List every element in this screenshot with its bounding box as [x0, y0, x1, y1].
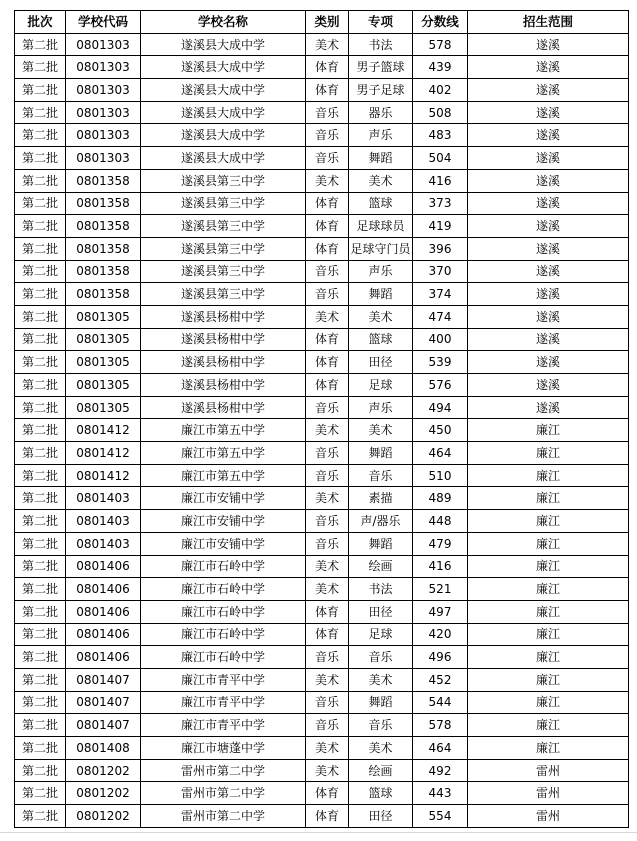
table-header-row: [15, 11, 629, 34]
cell-enrollment-area: 遂溪: [468, 147, 629, 170]
admission-score-table: [14, 10, 629, 828]
table-row: [15, 237, 629, 260]
cell-category: 音乐: [306, 510, 349, 533]
cell-score-line: 510: [413, 464, 468, 487]
table-row: [15, 328, 629, 351]
cell-school-code: 0801358: [66, 192, 141, 215]
cell-score-line: 554: [413, 805, 468, 828]
cell-category: 体育: [306, 600, 349, 623]
cell-enrollment-area: 廉江: [468, 691, 629, 714]
cell-enrollment-area: 遂溪: [468, 124, 629, 147]
cell-enrollment-area: 遂溪: [468, 215, 629, 238]
cell-specialty: 美术: [349, 668, 413, 691]
cell-school-code: 0801407: [66, 668, 141, 691]
table-row: [15, 578, 629, 601]
cell-score-line: 400: [413, 328, 468, 351]
cell-batch: 第二批: [15, 578, 66, 601]
cell-score-line: 539: [413, 351, 468, 374]
table-row: [15, 646, 629, 669]
cell-school-code: 0801303: [66, 147, 141, 170]
cell-batch: 第二批: [15, 192, 66, 215]
cell-school-name: 廉江市塘蓬中学: [141, 737, 306, 760]
cell-school-name: 遂溪县杨柑中学: [141, 351, 306, 374]
page-bottom-divider: [0, 832, 637, 833]
cell-school-code: 0801403: [66, 487, 141, 510]
cell-batch: 第二批: [15, 419, 66, 442]
cell-specialty: 田径: [349, 600, 413, 623]
cell-batch: 第二批: [15, 532, 66, 555]
cell-enrollment-area: 遂溪: [468, 374, 629, 397]
cell-school-name: 遂溪县杨柑中学: [141, 374, 306, 397]
cell-score-line: 374: [413, 283, 468, 306]
cell-batch: 第二批: [15, 737, 66, 760]
cell-specialty: 美术: [349, 305, 413, 328]
cell-score-line: 578: [413, 33, 468, 56]
cell-batch: 第二批: [15, 487, 66, 510]
table-row: [15, 714, 629, 737]
cell-score-line: 483: [413, 124, 468, 147]
cell-school-name: 遂溪县大成中学: [141, 56, 306, 79]
header-school-code: 学校代码: [66, 11, 141, 34]
cell-school-code: 0801406: [66, 623, 141, 646]
table-row: [15, 147, 629, 170]
cell-school-code: 0801303: [66, 79, 141, 102]
cell-school-code: 0801407: [66, 691, 141, 714]
cell-batch: 第二批: [15, 555, 66, 578]
cell-score-line: 521: [413, 578, 468, 601]
cell-specialty: 声乐: [349, 396, 413, 419]
cell-enrollment-area: 遂溪: [468, 101, 629, 124]
cell-batch: 第二批: [15, 396, 66, 419]
cell-school-code: 0801406: [66, 600, 141, 623]
cell-category: 美术: [306, 737, 349, 760]
cell-score-line: 370: [413, 260, 468, 283]
cell-enrollment-area: 遂溪: [468, 260, 629, 283]
header-school-name: 学校名称: [141, 11, 306, 34]
cell-specialty: 音乐: [349, 646, 413, 669]
cell-specialty: 舞蹈: [349, 532, 413, 555]
cell-score-line: 464: [413, 442, 468, 465]
cell-enrollment-area: 廉江: [468, 442, 629, 465]
table-row: [15, 396, 629, 419]
cell-category: 美术: [306, 578, 349, 601]
cell-school-code: 0801305: [66, 328, 141, 351]
cell-school-code: 0801412: [66, 419, 141, 442]
cell-enrollment-area: 廉江: [468, 555, 629, 578]
cell-enrollment-area: 遂溪: [468, 283, 629, 306]
cell-specialty: 田径: [349, 351, 413, 374]
cell-school-code: 0801358: [66, 169, 141, 192]
table-row: [15, 419, 629, 442]
cell-school-name: 廉江市第五中学: [141, 442, 306, 465]
cell-specialty: 声乐: [349, 124, 413, 147]
cell-score-line: 578: [413, 714, 468, 737]
cell-enrollment-area: 雷州: [468, 805, 629, 828]
cell-score-line: 489: [413, 487, 468, 510]
cell-enrollment-area: 廉江: [468, 510, 629, 533]
cell-specialty: 男子篮球: [349, 56, 413, 79]
table-row: [15, 600, 629, 623]
cell-specialty: 舞蹈: [349, 283, 413, 306]
cell-school-name: 廉江市安铺中学: [141, 487, 306, 510]
table-row: [15, 555, 629, 578]
cell-batch: 第二批: [15, 56, 66, 79]
cell-category: 音乐: [306, 532, 349, 555]
table-row: [15, 487, 629, 510]
cell-school-name: 遂溪县大成中学: [141, 124, 306, 147]
cell-batch: 第二批: [15, 759, 66, 782]
cell-school-name: 遂溪县大成中学: [141, 101, 306, 124]
cell-school-code: 0801412: [66, 464, 141, 487]
cell-specialty: 舞蹈: [349, 442, 413, 465]
cell-category: 体育: [306, 215, 349, 238]
cell-specialty: 美术: [349, 169, 413, 192]
cell-enrollment-area: 遂溪: [468, 351, 629, 374]
cell-specialty: 绘画: [349, 759, 413, 782]
header-enrollment-area: 招生范围: [468, 11, 629, 34]
cell-school-name: 遂溪县杨柑中学: [141, 328, 306, 351]
cell-school-name: 遂溪县第三中学: [141, 237, 306, 260]
cell-category: 音乐: [306, 260, 349, 283]
cell-category: 美术: [306, 305, 349, 328]
cell-enrollment-area: 遂溪: [468, 305, 629, 328]
cell-category: 体育: [306, 192, 349, 215]
cell-batch: 第二批: [15, 283, 66, 306]
cell-batch: 第二批: [15, 260, 66, 283]
cell-batch: 第二批: [15, 646, 66, 669]
cell-school-name: 雷州市第二中学: [141, 805, 306, 828]
table-row: [15, 351, 629, 374]
cell-school-name: 廉江市石岭中学: [141, 600, 306, 623]
header-score-line: 分数线: [413, 11, 468, 34]
cell-specialty: 书法: [349, 33, 413, 56]
cell-batch: 第二批: [15, 328, 66, 351]
cell-school-name: 遂溪县大成中学: [141, 33, 306, 56]
cell-enrollment-area: 遂溪: [468, 237, 629, 260]
cell-enrollment-area: 遂溪: [468, 33, 629, 56]
table-row: [15, 691, 629, 714]
cell-school-name: 廉江市青平中学: [141, 668, 306, 691]
cell-school-code: 0801303: [66, 56, 141, 79]
cell-score-line: 576: [413, 374, 468, 397]
cell-enrollment-area: 遂溪: [468, 169, 629, 192]
table-row: [15, 192, 629, 215]
cell-score-line: 492: [413, 759, 468, 782]
cell-score-line: 419: [413, 215, 468, 238]
cell-category: 体育: [306, 623, 349, 646]
cell-batch: 第二批: [15, 33, 66, 56]
cell-category: 美术: [306, 555, 349, 578]
cell-category: 美术: [306, 33, 349, 56]
cell-score-line: 474: [413, 305, 468, 328]
cell-school-name: 廉江市石岭中学: [141, 623, 306, 646]
cell-school-name: 廉江市石岭中学: [141, 578, 306, 601]
cell-specialty: 足球守门员: [349, 237, 413, 260]
table-row: [15, 101, 629, 124]
cell-school-name: 廉江市青平中学: [141, 691, 306, 714]
cell-score-line: 420: [413, 623, 468, 646]
table-row: [15, 305, 629, 328]
cell-batch: 第二批: [15, 600, 66, 623]
cell-school-name: 廉江市安铺中学: [141, 532, 306, 555]
cell-school-name: 遂溪县大成中学: [141, 79, 306, 102]
table-row: [15, 737, 629, 760]
cell-batch: 第二批: [15, 79, 66, 102]
cell-school-code: 0801305: [66, 396, 141, 419]
cell-school-code: 0801406: [66, 555, 141, 578]
cell-score-line: 494: [413, 396, 468, 419]
cell-school-name: 廉江市石岭中学: [141, 646, 306, 669]
cell-enrollment-area: 遂溪: [468, 79, 629, 102]
cell-score-line: 396: [413, 237, 468, 260]
cell-school-code: 0801358: [66, 283, 141, 306]
cell-enrollment-area: 遂溪: [468, 328, 629, 351]
cell-school-name: 雷州市第二中学: [141, 782, 306, 805]
table-row: [15, 623, 629, 646]
cell-specialty: 田径: [349, 805, 413, 828]
cell-score-line: 416: [413, 169, 468, 192]
cell-score-line: 448: [413, 510, 468, 533]
cell-category: 体育: [306, 237, 349, 260]
cell-school-code: 0801202: [66, 805, 141, 828]
table-row: [15, 79, 629, 102]
cell-score-line: 508: [413, 101, 468, 124]
table-row: [15, 668, 629, 691]
cell-score-line: 416: [413, 555, 468, 578]
cell-school-code: 0801407: [66, 714, 141, 737]
cell-batch: 第二批: [15, 623, 66, 646]
cell-category: 音乐: [306, 283, 349, 306]
cell-enrollment-area: 廉江: [468, 487, 629, 510]
cell-batch: 第二批: [15, 124, 66, 147]
cell-specialty: 音乐: [349, 464, 413, 487]
cell-school-code: 0801403: [66, 510, 141, 533]
table-row: [15, 124, 629, 147]
header-batch: 批次: [15, 11, 66, 34]
cell-school-name: 遂溪县第三中学: [141, 169, 306, 192]
cell-category: 体育: [306, 351, 349, 374]
cell-batch: 第二批: [15, 305, 66, 328]
cell-category: 体育: [306, 782, 349, 805]
table-row: [15, 464, 629, 487]
table-body: [15, 33, 629, 827]
table-row: [15, 442, 629, 465]
cell-enrollment-area: 廉江: [468, 464, 629, 487]
cell-category: 体育: [306, 56, 349, 79]
cell-score-line: 497: [413, 600, 468, 623]
cell-specialty: 书法: [349, 578, 413, 601]
cell-enrollment-area: 廉江: [468, 600, 629, 623]
header-specialty: 专项: [349, 11, 413, 34]
cell-school-name: 遂溪县第三中学: [141, 192, 306, 215]
cell-specialty: 声/器乐: [349, 510, 413, 533]
cell-specialty: 音乐: [349, 714, 413, 737]
cell-category: 美术: [306, 487, 349, 510]
cell-enrollment-area: 遂溪: [468, 56, 629, 79]
cell-category: 美术: [306, 759, 349, 782]
cell-score-line: 504: [413, 147, 468, 170]
cell-school-code: 0801303: [66, 33, 141, 56]
cell-school-code: 0801202: [66, 782, 141, 805]
cell-school-name: 遂溪县第三中学: [141, 215, 306, 238]
cell-school-name: 廉江市石岭中学: [141, 555, 306, 578]
cell-batch: 第二批: [15, 668, 66, 691]
cell-category: 体育: [306, 374, 349, 397]
cell-enrollment-area: 廉江: [468, 646, 629, 669]
cell-batch: 第二批: [15, 691, 66, 714]
cell-score-line: 479: [413, 532, 468, 555]
cell-school-name: 遂溪县大成中学: [141, 147, 306, 170]
cell-school-name: 廉江市青平中学: [141, 714, 306, 737]
table-row: [15, 805, 629, 828]
table-row: [15, 215, 629, 238]
cell-school-code: 0801303: [66, 124, 141, 147]
cell-school-code: 0801303: [66, 101, 141, 124]
cell-school-code: 0801305: [66, 305, 141, 328]
cell-category: 音乐: [306, 442, 349, 465]
cell-school-code: 0801305: [66, 351, 141, 374]
cell-specialty: 篮球: [349, 782, 413, 805]
cell-score-line: 373: [413, 192, 468, 215]
cell-batch: 第二批: [15, 782, 66, 805]
cell-batch: 第二批: [15, 237, 66, 260]
cell-specialty: 舞蹈: [349, 147, 413, 170]
cell-category: 音乐: [306, 124, 349, 147]
cell-category: 音乐: [306, 101, 349, 124]
cell-score-line: 450: [413, 419, 468, 442]
cell-specialty: 声乐: [349, 260, 413, 283]
cell-score-line: 464: [413, 737, 468, 760]
cell-enrollment-area: 廉江: [468, 623, 629, 646]
cell-school-name: 遂溪县第三中学: [141, 283, 306, 306]
cell-school-name: 廉江市安铺中学: [141, 510, 306, 533]
table-row: [15, 374, 629, 397]
table-row: [15, 169, 629, 192]
cell-batch: 第二批: [15, 169, 66, 192]
cell-category: 体育: [306, 805, 349, 828]
cell-school-code: 0801412: [66, 442, 141, 465]
cell-school-name: 遂溪县第三中学: [141, 260, 306, 283]
cell-batch: 第二批: [15, 351, 66, 374]
cell-category: 体育: [306, 79, 349, 102]
cell-school-name: 雷州市第二中学: [141, 759, 306, 782]
cell-batch: 第二批: [15, 714, 66, 737]
cell-enrollment-area: 遂溪: [468, 192, 629, 215]
table-row: [15, 759, 629, 782]
cell-category: 音乐: [306, 396, 349, 419]
admissions-sheet: [14, 10, 628, 828]
cell-enrollment-area: 廉江: [468, 578, 629, 601]
cell-batch: 第二批: [15, 147, 66, 170]
table-row: [15, 283, 629, 306]
cell-batch: 第二批: [15, 215, 66, 238]
cell-specialty: 器乐: [349, 101, 413, 124]
cell-specialty: 足球球员: [349, 215, 413, 238]
cell-score-line: 452: [413, 668, 468, 691]
cell-specialty: 足球: [349, 623, 413, 646]
cell-batch: 第二批: [15, 464, 66, 487]
cell-enrollment-area: 雷州: [468, 759, 629, 782]
cell-enrollment-area: 廉江: [468, 737, 629, 760]
cell-enrollment-area: 廉江: [468, 532, 629, 555]
cell-score-line: 439: [413, 56, 468, 79]
header-category: 类别: [306, 11, 349, 34]
cell-specialty: 素描: [349, 487, 413, 510]
cell-enrollment-area: 遂溪: [468, 396, 629, 419]
cell-specialty: 篮球: [349, 192, 413, 215]
cell-specialty: 足球: [349, 374, 413, 397]
cell-score-line: 443: [413, 782, 468, 805]
cell-batch: 第二批: [15, 374, 66, 397]
cell-category: 音乐: [306, 464, 349, 487]
cell-school-code: 0801358: [66, 260, 141, 283]
cell-batch: 第二批: [15, 510, 66, 533]
cell-enrollment-area: 雷州: [468, 782, 629, 805]
cell-batch: 第二批: [15, 442, 66, 465]
table-row: [15, 782, 629, 805]
table-row: [15, 56, 629, 79]
table-row: [15, 33, 629, 56]
cell-school-code: 0801408: [66, 737, 141, 760]
cell-school-code: 0801406: [66, 646, 141, 669]
table-row: [15, 532, 629, 555]
cell-school-code: 0801358: [66, 215, 141, 238]
cell-specialty: 舞蹈: [349, 691, 413, 714]
cell-score-line: 496: [413, 646, 468, 669]
cell-category: 音乐: [306, 646, 349, 669]
cell-enrollment-area: 廉江: [468, 419, 629, 442]
cell-batch: 第二批: [15, 805, 66, 828]
cell-school-code: 0801305: [66, 374, 141, 397]
cell-school-name: 遂溪县杨柑中学: [141, 396, 306, 419]
cell-school-name: 遂溪县杨柑中学: [141, 305, 306, 328]
cell-score-line: 544: [413, 691, 468, 714]
table-row: [15, 510, 629, 533]
cell-school-code: 0801358: [66, 237, 141, 260]
table-row: [15, 260, 629, 283]
cell-enrollment-area: 廉江: [468, 714, 629, 737]
cell-school-name: 廉江市第五中学: [141, 464, 306, 487]
cell-specialty: 绘画: [349, 555, 413, 578]
cell-school-code: 0801202: [66, 759, 141, 782]
cell-specialty: 男子足球: [349, 79, 413, 102]
cell-specialty: 美术: [349, 419, 413, 442]
cell-category: 体育: [306, 328, 349, 351]
cell-school-code: 0801403: [66, 532, 141, 555]
cell-category: 音乐: [306, 714, 349, 737]
cell-score-line: 402: [413, 79, 468, 102]
cell-category: 音乐: [306, 147, 349, 170]
cell-batch: 第二批: [15, 101, 66, 124]
cell-category: 美术: [306, 169, 349, 192]
cell-category: 美术: [306, 419, 349, 442]
cell-school-name: 廉江市第五中学: [141, 419, 306, 442]
cell-category: 音乐: [306, 691, 349, 714]
cell-specialty: 篮球: [349, 328, 413, 351]
cell-school-code: 0801406: [66, 578, 141, 601]
cell-enrollment-area: 廉江: [468, 668, 629, 691]
cell-specialty: 美术: [349, 737, 413, 760]
cell-category: 美术: [306, 668, 349, 691]
